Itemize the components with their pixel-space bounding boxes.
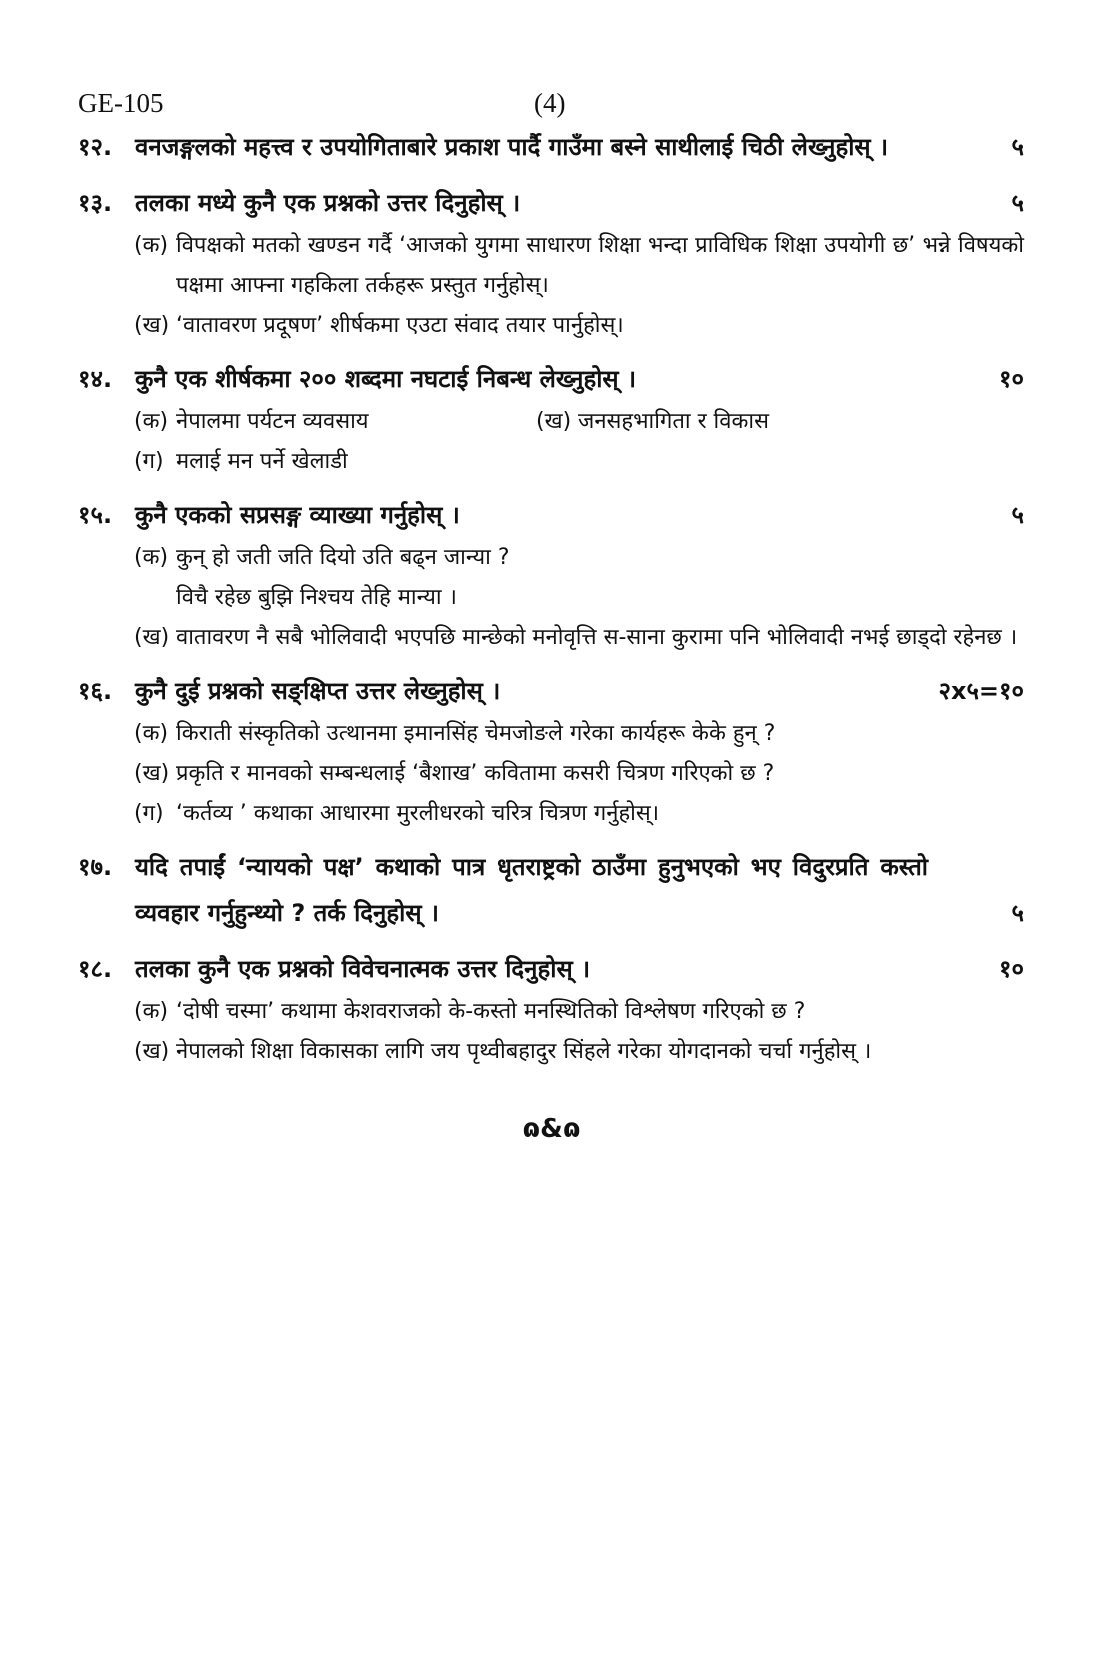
page-header — [78, 88, 1025, 122]
question-17 — [78, 844, 1024, 936]
option-ka — [134, 402, 536, 442]
verse-line-1: कुन् हो जती जति दियो उति बढ्न जान्या ? — [176, 545, 510, 570]
option-label: (क) — [134, 233, 169, 258]
verse-line-2: विचै रहेछ बुझि निश्चय तेहि मान्या । — [176, 585, 457, 610]
question-number: १८. — [78, 955, 113, 983]
question-text: कुनै दुई प्रश्नको सङ्क्षिप्त उत्तर लेख्नुहोस् । — [135, 677, 501, 705]
question-marks: ५ — [1011, 899, 1024, 927]
option-ga — [134, 442, 1024, 482]
question-18 — [78, 946, 1024, 992]
option-kha — [134, 618, 1024, 658]
question-15-options — [78, 538, 1024, 658]
question-16-options — [78, 714, 1024, 834]
option-ka — [134, 226, 1024, 306]
option-ka — [134, 538, 1024, 618]
option-kha — [134, 1032, 1024, 1072]
question-number: १५. — [78, 501, 113, 529]
question-marks: २x५=१० — [938, 677, 1024, 705]
option-text: जनसहभागिता र विकास — [578, 409, 769, 434]
question-number: १४. — [78, 365, 113, 393]
option-label: (क) — [134, 999, 169, 1024]
option-kha — [536, 402, 938, 442]
option-kha — [134, 754, 1024, 794]
question-text: वनजङ्गलको महत्त्व र उपयोगिताबारे प्रकाश पार्दै गाउँमा बस्ने साथीलाई चिठी लेख्नुहोस् । — [135, 133, 889, 161]
option-kha — [134, 306, 1024, 346]
exam-code: GE-105 — [78, 88, 164, 118]
question-number: १६. — [78, 677, 113, 705]
option-ka — [134, 992, 1024, 1032]
option-text: वातावरण नै सबै भोलिवादी भएपछि मान्छेको मनोवृत्ति स-साना कुरामा पनि भोलिवादी नभई छाड्दो रहेनछ । — [176, 625, 1018, 650]
question-list — [78, 124, 1024, 1072]
question-number: १७. — [78, 853, 113, 881]
question-13-options — [78, 226, 1024, 346]
option-label: (ख) — [134, 1039, 170, 1064]
option-label: (ख) — [134, 625, 170, 650]
option-label: (ख) — [134, 761, 170, 786]
question-number: १३. — [78, 189, 113, 217]
question-text: यदि तपाईं ‘न्यायको पक्ष’ कथाको पात्र धृतराष्ट्रको ठाउँमा हुनुभएको भए विदुरप्रति कस्तो व्यवहार गर्नुहुन्थ्यो ? तर्क दिनुहोस् । — [135, 853, 928, 927]
question-marks: १० — [999, 365, 1024, 393]
question-15 — [78, 492, 1024, 538]
question-16 — [78, 668, 1024, 714]
option-text: ‘वातावरण प्रदूषण’ शीर्षकमा एउटा संवाद तयार पार्नुहोस्। — [176, 313, 624, 338]
question-marks: ५ — [1011, 501, 1024, 529]
question-marks: ५ — [1011, 189, 1024, 217]
page-number: (4) — [534, 88, 566, 118]
question-12 — [78, 124, 1024, 170]
option-label: (ग) — [134, 449, 164, 474]
question-13 — [78, 180, 1024, 226]
question-14 — [78, 356, 1024, 402]
option-label: (क) — [134, 721, 169, 746]
option-label: (क) — [134, 545, 169, 570]
end-ornament: ɷ&ɷ — [522, 1114, 581, 1144]
question-text: कुनै एक शीर्षकमा २०० शब्दमा नघटाई निबन्ध लेख्नुहोस् । — [135, 365, 637, 393]
question-marks: १० — [999, 955, 1024, 983]
option-text: ‘दोषी चस्मा’ कथामा केशवराजको के-कस्तो मनस्थितिको विश्लेषण गरिएको छ ? — [176, 999, 806, 1024]
option-text: मलाई मन पर्ने खेलाडी — [176, 449, 348, 474]
option-text: विपक्षको मतको खण्डन गर्दै ‘आजको युगमा साधारण शिक्षा भन्दा प्राविधिक शिक्षा उपयोगी छ’ भन्ने विषयको पक्षमा आफ्ना गहकिला तर्कहरू प्रस्तुत गर्नुहोस्। — [176, 233, 1024, 298]
option-text: किराती संस्कृतिको उत्थानमा इमानसिंह चेमजोङले गरेका कार्यहरू केके हुन् ? — [176, 721, 776, 746]
option-label: (ख) — [134, 313, 170, 338]
option-text: नेपालको शिक्षा विकासका लागि जय पृथ्वीबहादुर सिंहले गरेका योगदानको चर्चा गर्नुहोस् । — [176, 1039, 872, 1064]
option-text: ‘कर्तव्य ’ कथाका आधारमा मुरलीधरको चरित्र चित्रण गर्नुहोस्। — [176, 801, 660, 826]
option-text: प्रकृति र मानवको सम्बन्धलाई ‘बैशाख’ कवितामा कसरी चित्रण गरिएको छ ? — [176, 761, 775, 786]
question-marks: ५ — [1011, 133, 1024, 161]
question-14-options — [78, 402, 1024, 482]
question-number: १२. — [78, 133, 113, 161]
option-label: (ख) — [536, 409, 572, 434]
question-text: कुनै एकको सप्रसङ्ग व्याख्या गर्नुहोस् । — [135, 501, 460, 529]
question-18-options — [78, 992, 1024, 1072]
question-text: तलका मध्ये कुनै एक प्रश्नको उत्तर दिनुहोस् । — [135, 189, 521, 217]
option-label: (ग) — [134, 801, 164, 826]
option-ga — [134, 794, 1024, 834]
option-text: नेपालमा पर्यटन व्यवसाय — [176, 409, 369, 434]
option-row — [134, 402, 1024, 442]
option-ka — [134, 714, 1024, 754]
option-label: (क) — [134, 409, 169, 434]
question-text: तलका कुनै एक प्रश्नको विवेचनात्मक उत्तर दिनुहोस् । — [135, 955, 591, 983]
